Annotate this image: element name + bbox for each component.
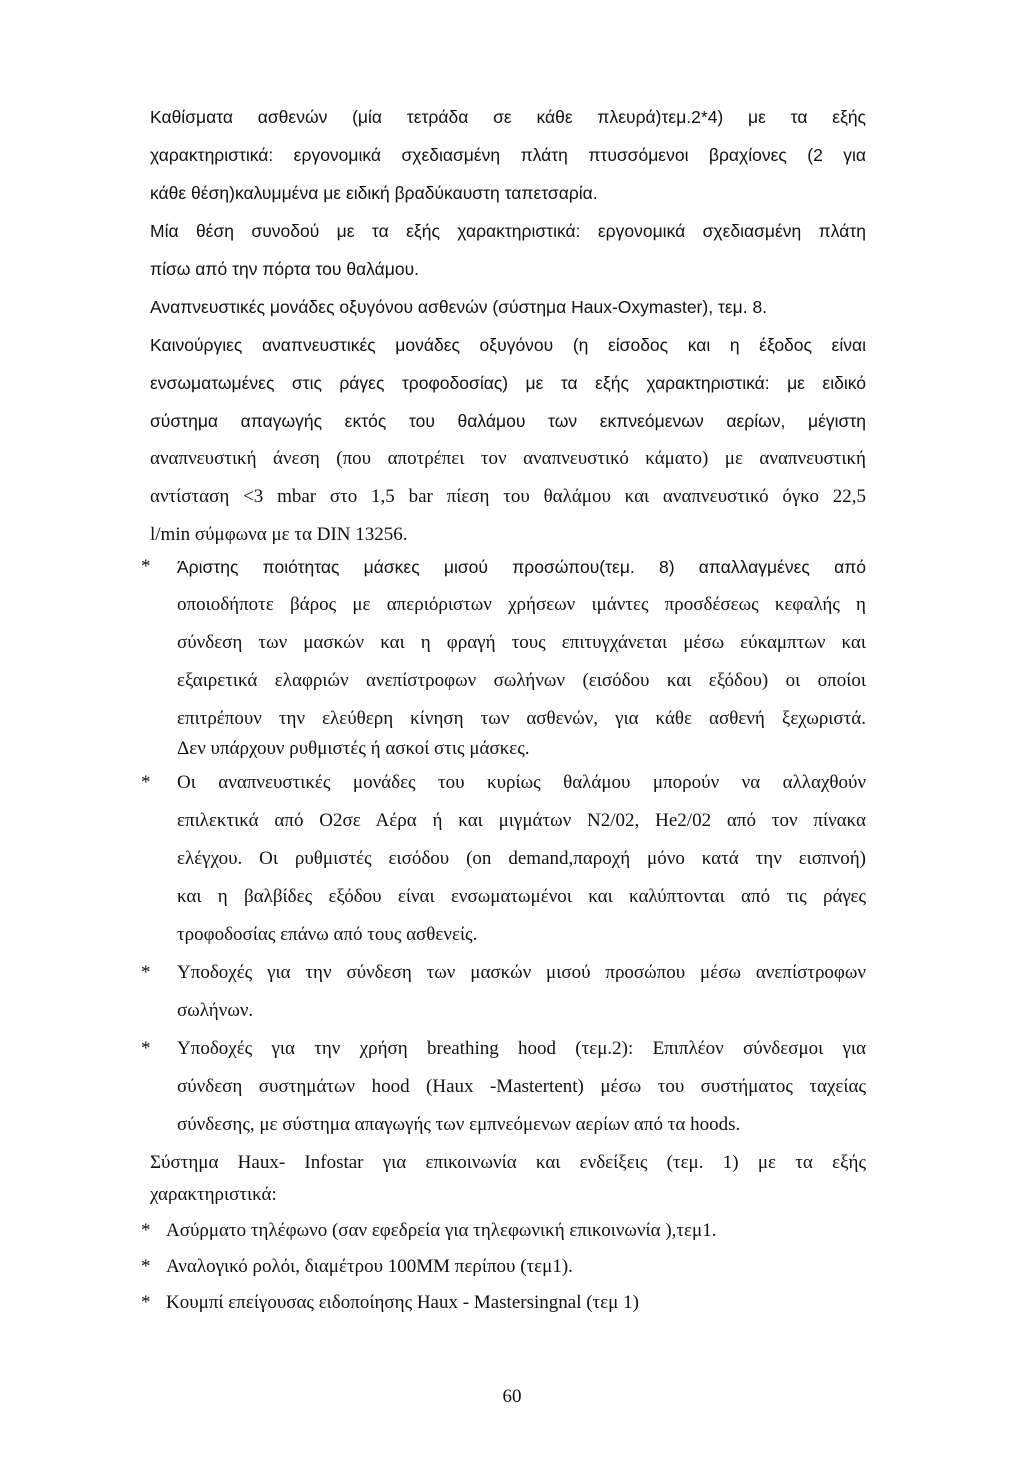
text-line: κάθε θέση)καλυμμένα με ειδική βραδύκαυστη ταπετσαρία. xyxy=(150,183,598,203)
bullet-marker: * xyxy=(141,1220,151,1241)
page-number: 60 xyxy=(502,1386,522,1407)
bullet-marker: * xyxy=(141,962,151,983)
text-line: πίσω από την πόρτα του θαλάμου. xyxy=(150,259,420,279)
text-line: χαρακτηριστικά: εργονομικά σχεδιασμένη πλάτη πτυσσόμενοι βραχίονες (2 για xyxy=(150,145,866,165)
text-line: Κουμπί επείγουσας ειδοποίησης Haux - Mastersingnal (τεμ 1) xyxy=(166,1292,639,1313)
text-line: Υποδοχές για την σύνδεση των μασκών μισού προσώπου μέσω ανεπίστροφων xyxy=(177,962,866,983)
text-line: χαρακτηριστικά: xyxy=(150,1184,277,1205)
text-line: και η βαλβίδες εξόδου είναι ενσωματωμένοι και καλύπτονται από τις ράγες xyxy=(177,886,866,907)
text-line: ελέγχου. Οι ρυθμιστές εισόδου (on demand,παροχή μόνο κατά την εισπνοή) xyxy=(177,848,866,869)
bullet-marker: * xyxy=(141,1038,151,1059)
text-line: σωλήνων. xyxy=(177,1000,254,1021)
text-line: επιλεκτικά από Ο2σε Αέρα ή και μιγμάτων Ν2/02, He2/02 από τον πίνακα xyxy=(177,810,866,831)
text-line: αναπνευστική άνεση (που αποτρέπει τον αναπνευστικό κάματο) με αναπνευστική xyxy=(150,448,866,469)
text-line: ενσωματωμένες στις ράγες τροφοδοσίας) με τα εξής χαρακτηριστικά: με ειδικό xyxy=(150,373,866,393)
text-line: επιτρέπουν την ελεύθερη κίνηση των ασθενών, για κάθε ασθενή ξεχωριστά. xyxy=(177,708,866,729)
text-line: τροφοδοσίας επάνω από τους ασθενείς. xyxy=(177,924,478,945)
text-line: Σύστημα Haux- Infostar για επικοινωνία και ενδείξεις (τεμ. 1) με τα εξής xyxy=(150,1152,866,1173)
text-line: εξαιρετικά ελαφριών ανεπίστροφων σωλήνων (εισόδου και εξόδου) οι οποίοι xyxy=(177,670,866,691)
text-line: Καινούργιες αναπνευστικές μονάδες οξυγόνου (η είσοδος και η έξοδος είναι xyxy=(150,335,866,355)
text-line: l/min σύμφωνα με τα DIN 13256. xyxy=(150,524,408,545)
text-line: αντίσταση <3 mbar στο 1,5 bar πίεση του θαλάμου και αναπνευστικό όγκο 22,5 xyxy=(150,486,866,507)
bullet-marker: * xyxy=(141,556,151,577)
text-line: Αναπνευστικές μονάδες οξυγόνου ασθενών (σύστημα Haux-Oxymaster), τεμ. 8. xyxy=(150,297,768,317)
text-line: Καθίσματα ασθενών (μία τετράδα σε κάθε πλευρά)τεμ.2*4) με τα εξής xyxy=(150,107,866,127)
text-line: Άριστης ποιότητας μάσκες μισού προσώπου(τεμ. 8) απαλλαγμένες από xyxy=(177,557,866,577)
text-line: Ασύρματο τηλέφωνο (σαν εφεδρεία για τηλεφωνική επικοινωνία ),τεμ1. xyxy=(166,1220,717,1241)
text-line: Υποδοχές για την χρήση breathing hood (τεμ.2): Επιπλέον σύνδεσμοι για xyxy=(177,1038,866,1059)
bullet-marker: * xyxy=(141,1256,151,1277)
text-line: σύνδεση των μασκών και η φραγή τους επιτυγχάνεται μέσω εύκαμπτων και xyxy=(177,632,866,653)
text-line: σύνδεση συστημάτων hood (Haux -Mastertent) μέσω του συστήματος ταχείας xyxy=(177,1076,866,1097)
text-line: Οι αναπνευστικές μονάδες του κυρίως θαλάμου μπορούν να αλλαχθούν xyxy=(177,772,866,793)
text-line: σύνδεσης, με σύστημα απαγωγής των εμπνεόμενων αερίων από τα hoods. xyxy=(177,1114,741,1135)
bullet-marker: * xyxy=(141,1292,151,1313)
text-line: Δεν υπάρχουν ρυθμιστές ή ασκοί στις μάσκες. xyxy=(177,738,530,759)
text-line: Αναλογικό ρολόι, διαμέτρου 100ΜΜ περίπου (τεμ1). xyxy=(166,1256,573,1277)
text-line: σύστημα απαγωγής εκτός του θαλάμου των εκπνεόμενων αερίων, μέγιστη xyxy=(150,411,866,431)
text-line: οποιοδήποτε βάρος με απεριόριστων χρήσεων ιμάντες προσδέσεως κεφαλής η xyxy=(177,594,866,615)
text-line: Μία θέση συνοδού με τα εξής χαρακτηριστικά: εργονομικά σχεδιασμένη πλάτη xyxy=(150,221,866,241)
bullet-marker: * xyxy=(141,772,151,793)
